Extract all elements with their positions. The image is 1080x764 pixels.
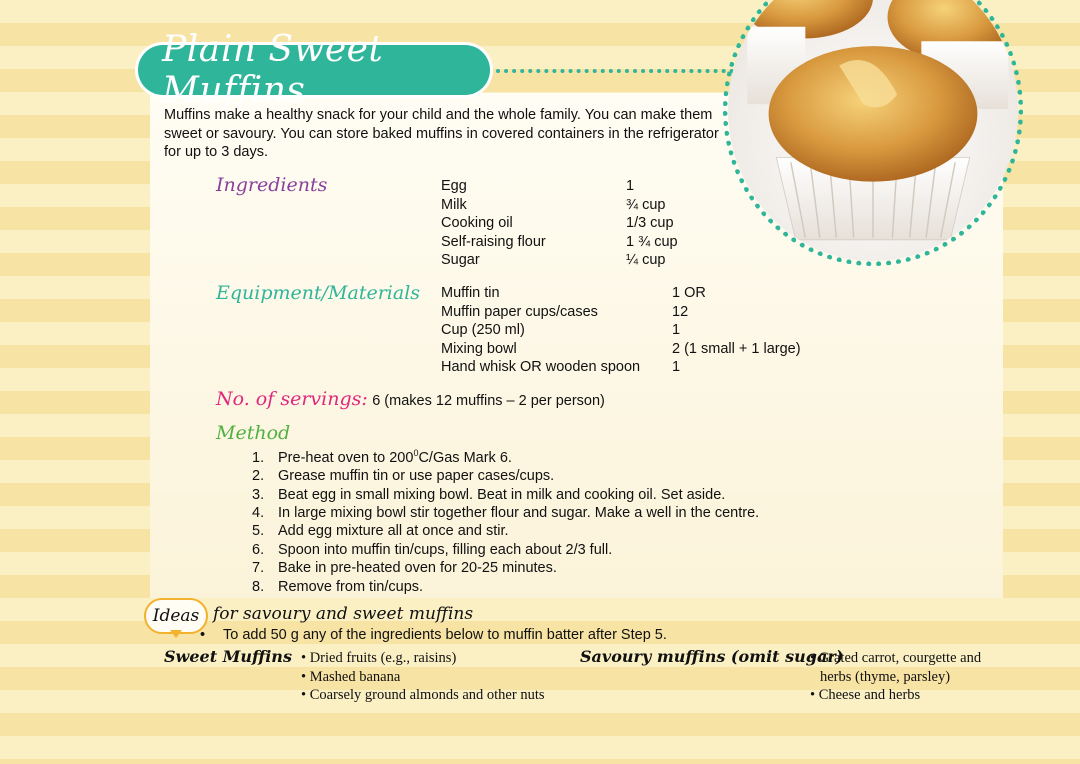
ingredient-qty: 1/3 cup <box>626 215 674 231</box>
step-number: 3. <box>252 486 265 503</box>
step-number: 5. <box>252 523 265 540</box>
step-text: Spoon into muffin tin/cups, filling each about 2/3 full. <box>278 541 613 558</box>
ingredient-name: Cooking oil <box>441 215 513 231</box>
ideas-instruction-line <box>200 627 667 643</box>
intro-text: Muffins make a healthy snack for your child and the whole family. You can make them sweet or savoury. You can store baked muffins in covered containers in the refrigerator for up to 3 days. <box>164 107 719 160</box>
equipment-qty: 1 OR <box>672 285 706 301</box>
equipment-qty: 12 <box>672 303 689 320</box>
step-text: Remove from tin/cups. <box>278 578 424 595</box>
ingredient-qty: ¾ cup <box>626 196 666 213</box>
servings-label: No. of servings: <box>216 388 368 410</box>
sweet-muffins-label: Sweet Muffins <box>164 647 292 666</box>
ingredient-qty: 1 <box>626 178 635 194</box>
method-step <box>252 522 759 540</box>
list-item: • Mashed banana <box>301 668 401 685</box>
list-item: • Cheese and herbs <box>810 687 921 703</box>
equipment-name: Muffin tin <box>441 285 500 301</box>
method-step <box>252 559 759 577</box>
method-step <box>252 504 759 522</box>
ideas-heading: for savoury and sweet muffins <box>213 604 474 624</box>
step-number: 8. <box>252 578 265 595</box>
step-text-after: C/Gas Mark 6. <box>418 449 512 466</box>
page-title: Plain Sweet Muffins <box>162 29 384 111</box>
step-text: Pre-heat oven to 200 <box>278 449 414 466</box>
bullet-icon: • <box>200 627 206 643</box>
list-item: herbs (thyme, parsley) <box>820 668 951 685</box>
step-text: Add egg mixture all at once and stir. <box>278 523 509 540</box>
savoury-muffins-label: Savoury muffins (omit sugar) <box>580 647 844 666</box>
ingredient-name: Self-raising flour <box>441 233 546 250</box>
equipment-name: Hand whisk OR wooden spoon <box>441 359 641 375</box>
ingredient-qty: 1 ¾ cup <box>626 233 678 250</box>
muffin-photo <box>723 0 1023 266</box>
step-superscript: 0 <box>413 448 419 458</box>
equipment-name: Mixing bowl <box>441 340 517 357</box>
equipment-qty: 1 <box>672 359 681 375</box>
method-steps <box>252 444 759 596</box>
step-number: 1. <box>252 449 265 466</box>
method-step <box>252 444 759 467</box>
ideas-instruction: To add 50 g any of the ingredients below to muffin batter after Step 5. <box>223 627 667 643</box>
ingredient-name: Sugar <box>441 252 480 268</box>
savoury-muffins-list <box>810 649 981 705</box>
servings-line <box>216 388 605 410</box>
equipment-qty: 2 (1 small + 1 large) <box>672 340 801 357</box>
method-step <box>252 541 759 559</box>
step-number: 2. <box>252 468 265 485</box>
method-step <box>252 467 759 485</box>
method-heading: Method <box>216 422 291 444</box>
list-item: • Dried fruits (e.g., raisins) <box>301 650 457 666</box>
sweet-muffins-list <box>301 649 544 705</box>
ingredients-heading: Ingredients <box>216 174 328 196</box>
equipment-name: Cup (250 ml) <box>441 322 525 338</box>
ideas-bubble <box>144 598 208 634</box>
ingredient-qty: ¼ cup <box>626 252 666 268</box>
servings-value: 6 (makes 12 muffins – 2 per person) <box>372 393 605 409</box>
step-text: Beat egg in small mixing bowl. Beat in milk and cooking oil. Set aside. <box>278 486 726 503</box>
equipment-heading: Equipment/Materials <box>216 282 421 304</box>
bubble-tail <box>170 630 182 638</box>
list-item: • Coarsely ground almonds and other nuts <box>301 687 545 703</box>
step-number: 7. <box>252 560 265 577</box>
step-number: 4. <box>252 505 265 522</box>
ideas-bubble-label: Ideas <box>152 606 200 626</box>
step-text: In large mixing bowl stir together flour and sugar. Make a well in the centre. <box>278 505 760 522</box>
method-step <box>252 578 759 596</box>
step-number: 6. <box>252 541 265 558</box>
equipment-qty: 1 <box>672 322 681 338</box>
step-text: Bake in pre-heated oven for 20-25 minutes. <box>278 560 557 577</box>
dotted-divider <box>496 69 734 73</box>
method-step <box>252 486 759 504</box>
muffin-illustration <box>728 0 1018 261</box>
ingredient-name: Egg <box>441 178 467 194</box>
ingredient-name: Milk <box>441 196 467 213</box>
equipment-name: Muffin paper cups/cases <box>441 303 598 320</box>
list-item: • Grated carrot, courgette and <box>810 650 982 666</box>
step-text: Grease muffin tin or use paper cases/cups. <box>278 468 555 485</box>
title-banner <box>138 29 490 111</box>
